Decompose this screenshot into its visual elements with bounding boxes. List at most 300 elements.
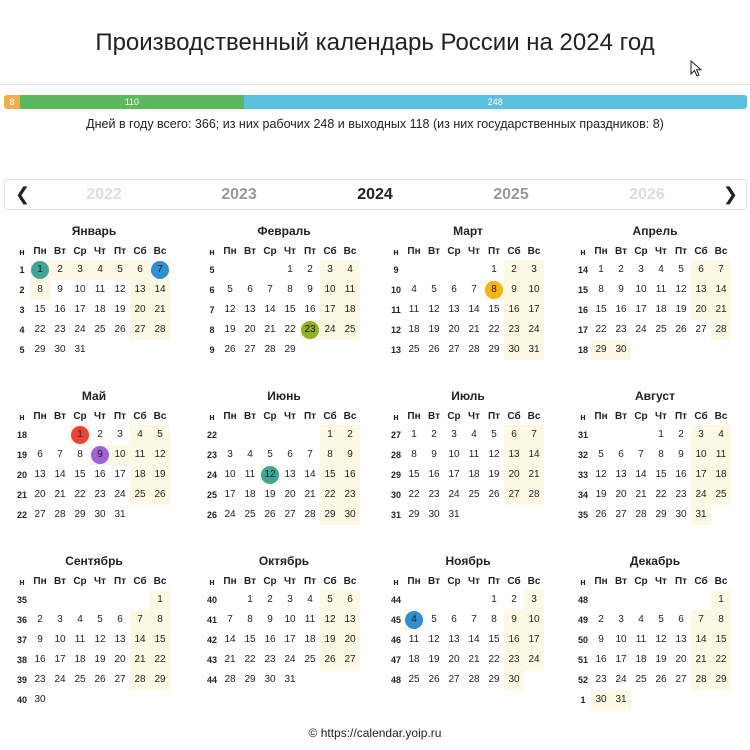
day-off[interactable]: 10 xyxy=(320,280,340,300)
day-off[interactable]: 17 xyxy=(524,300,544,320)
day-off[interactable]: 23 xyxy=(340,485,360,505)
day-off[interactable]: 2 xyxy=(50,260,70,280)
day-cell[interactable]: 4 xyxy=(307,594,313,605)
day-cell[interactable]: 13 xyxy=(114,634,126,645)
day-cell[interactable]: 30 xyxy=(54,344,66,355)
day-off[interactable]: 13 xyxy=(340,610,360,630)
day-cell[interactable]: 15 xyxy=(408,469,420,480)
day-cell[interactable]: 19 xyxy=(224,324,236,335)
day-cell[interactable]: 25 xyxy=(408,344,420,355)
day-cell[interactable]: 27 xyxy=(34,509,46,520)
day-cell[interactable]: 26 xyxy=(224,344,236,355)
day-cell[interactable]: 29 xyxy=(244,674,256,685)
day-cell[interactable]: 19 xyxy=(655,654,667,665)
day-cell[interactable]: 8 xyxy=(247,614,253,625)
day-cell[interactable]: 24 xyxy=(74,324,86,335)
day-off[interactable]: 24 xyxy=(524,650,544,670)
day-cell[interactable]: 20 xyxy=(615,489,627,500)
day-off[interactable]: 4 xyxy=(711,425,731,445)
day-cell[interactable]: 3 xyxy=(638,264,644,275)
day-off[interactable]: 11 xyxy=(340,280,360,300)
day-cell[interactable]: 22 xyxy=(284,324,296,335)
day-cell[interactable]: 15 xyxy=(488,304,500,315)
day-cell[interactable]: 22 xyxy=(595,324,607,335)
day-cell[interactable]: 20 xyxy=(448,654,460,665)
day-cell[interactable]: 5 xyxy=(97,614,103,625)
day-off[interactable]: 2 xyxy=(340,425,360,445)
day-cell[interactable]: 27 xyxy=(284,509,296,520)
day-cell[interactable]: 2 xyxy=(307,264,313,275)
day-cell[interactable]: 6 xyxy=(618,449,624,460)
day-cell[interactable]: 26 xyxy=(428,674,440,685)
day-cell[interactable]: 13 xyxy=(675,634,687,645)
year-link-2022[interactable]: 2022 xyxy=(86,186,122,203)
day-off[interactable]: 21 xyxy=(524,465,544,485)
day-off[interactable]: 10 xyxy=(110,445,130,465)
day-off[interactable]: 5 xyxy=(320,590,340,610)
day-cell[interactable]: 17 xyxy=(615,654,627,665)
day-cell[interactable]: 25 xyxy=(244,509,256,520)
day-cell[interactable]: 26 xyxy=(264,509,276,520)
day-cell[interactable]: 21 xyxy=(264,324,276,335)
day-cell[interactable]: 22 xyxy=(244,654,256,665)
day-cell[interactable]: 9 xyxy=(37,634,43,645)
day-off[interactable]: 1 xyxy=(320,425,340,445)
day-cell[interactable]: 23 xyxy=(34,674,46,685)
day-cell[interactable]: 24 xyxy=(448,489,460,500)
holiday-day[interactable] xyxy=(30,260,50,280)
day-cell[interactable]: 20 xyxy=(448,324,460,335)
day-off[interactable]: 25 xyxy=(340,320,360,340)
day-cell[interactable]: 25 xyxy=(655,324,667,335)
holiday-day[interactable] xyxy=(70,425,90,445)
day-cell[interactable]: 7 xyxy=(267,284,273,295)
day-off[interactable]: 21 xyxy=(150,300,170,320)
day-cell[interactable]: 29 xyxy=(488,674,500,685)
day-cell[interactable]: 17 xyxy=(74,304,86,315)
day-cell[interactable]: 5 xyxy=(431,614,437,625)
day-cell[interactable]: 20 xyxy=(244,324,256,335)
day-cell[interactable]: 21 xyxy=(468,654,480,665)
day-off[interactable]: 24 xyxy=(691,485,711,505)
day-cell[interactable]: 23 xyxy=(595,674,607,685)
day-cell[interactable]: 4 xyxy=(77,614,83,625)
holiday-day[interactable] xyxy=(90,445,110,465)
day-off[interactable]: 21 xyxy=(691,650,711,670)
day-cell[interactable]: 27 xyxy=(114,674,126,685)
day-off[interactable]: 3 xyxy=(524,590,544,610)
day-off[interactable]: 6 xyxy=(504,425,524,445)
day-cell[interactable]: 15 xyxy=(595,304,607,315)
day-cell[interactable]: 27 xyxy=(615,509,627,520)
day-cell[interactable]: 19 xyxy=(264,489,276,500)
day-cell[interactable]: 12 xyxy=(655,634,667,645)
day-off[interactable]: 12 xyxy=(150,445,170,465)
day-off[interactable]: 24 xyxy=(524,320,544,340)
day-cell[interactable]: 21 xyxy=(468,324,480,335)
day-cell[interactable]: 21 xyxy=(224,654,236,665)
day-cell[interactable]: 19 xyxy=(675,304,687,315)
day-cell[interactable]: 10 xyxy=(54,634,66,645)
day-cell[interactable]: 24 xyxy=(635,324,647,335)
day-cell[interactable]: 28 xyxy=(635,509,647,520)
day-off[interactable]: 8 xyxy=(150,610,170,630)
day-off[interactable]: 7 xyxy=(691,610,711,630)
day-cell[interactable]: 16 xyxy=(34,654,46,665)
day-cell[interactable]: 1 xyxy=(411,429,417,440)
day-off[interactable]: 31 xyxy=(524,340,544,360)
day-cell[interactable]: 23 xyxy=(54,324,66,335)
day-cell[interactable]: 8 xyxy=(77,449,83,460)
day-cell[interactable]: 19 xyxy=(114,304,126,315)
day-cell[interactable]: 5 xyxy=(227,284,233,295)
day-cell[interactable]: 23 xyxy=(264,654,276,665)
day-cell[interactable]: 13 xyxy=(34,469,46,480)
day-off[interactable]: 23 xyxy=(504,650,524,670)
day-cell[interactable]: 1 xyxy=(287,264,293,275)
day-cell[interactable]: 26 xyxy=(488,489,500,500)
year-link-2024-current[interactable]: 2024 xyxy=(357,186,393,203)
day-off[interactable]: 20 xyxy=(340,630,360,650)
day-off[interactable]: 5 xyxy=(110,260,130,280)
day-cell[interactable]: 3 xyxy=(618,614,624,625)
day-cell[interactable]: 14 xyxy=(635,469,647,480)
day-cell[interactable]: 25 xyxy=(468,489,480,500)
day-cell[interactable]: 24 xyxy=(54,674,66,685)
day-cell[interactable]: 18 xyxy=(635,654,647,665)
day-cell[interactable]: 24 xyxy=(224,509,236,520)
day-off[interactable]: 18 xyxy=(711,465,731,485)
year-link-2025[interactable]: 2025 xyxy=(493,186,529,203)
day-cell[interactable]: 11 xyxy=(468,449,480,460)
day-cell[interactable]: 7 xyxy=(471,614,477,625)
day-cell[interactable]: 12 xyxy=(224,304,236,315)
day-cell[interactable]: 25 xyxy=(304,654,316,665)
day-cell[interactable]: 31 xyxy=(284,674,296,685)
day-off[interactable]: 5 xyxy=(150,425,170,445)
day-off[interactable]: 15 xyxy=(150,630,170,650)
day-cell[interactable]: 11 xyxy=(244,469,256,480)
day-cell[interactable]: 29 xyxy=(74,509,86,520)
day-off[interactable]: 24 xyxy=(320,320,340,340)
day-cell[interactable]: 28 xyxy=(468,344,480,355)
day-cell[interactable]: 18 xyxy=(304,634,316,645)
day-off[interactable]: 14 xyxy=(711,280,731,300)
day-off[interactable]: 29 xyxy=(711,670,731,690)
day-off[interactable]: 25 xyxy=(711,485,731,505)
day-off[interactable]: 27 xyxy=(504,485,524,505)
day-off[interactable]: 30 xyxy=(340,505,360,525)
day-cell[interactable]: 14 xyxy=(224,634,236,645)
day-off[interactable]: 14 xyxy=(130,630,150,650)
day-cell[interactable]: 6 xyxy=(247,284,253,295)
day-cell[interactable]: 11 xyxy=(304,614,316,625)
day-cell[interactable]: 5 xyxy=(658,614,664,625)
day-cell[interactable]: 30 xyxy=(264,674,276,685)
day-cell[interactable]: 1 xyxy=(491,264,497,275)
day-off[interactable]: 29 xyxy=(150,670,170,690)
day-cell[interactable]: 1 xyxy=(658,429,664,440)
day-cell[interactable]: 22 xyxy=(408,489,420,500)
day-cell[interactable]: 27 xyxy=(244,344,256,355)
day-off[interactable]: 20 xyxy=(691,300,711,320)
day-cell[interactable]: 7 xyxy=(471,284,477,295)
day-cell[interactable]: 1 xyxy=(598,264,604,275)
day-cell[interactable]: 12 xyxy=(488,449,500,460)
day-off[interactable]: 22 xyxy=(711,650,731,670)
day-cell[interactable]: 1 xyxy=(491,594,497,605)
day-cell[interactable]: 20 xyxy=(114,654,126,665)
day-off[interactable]: 26 xyxy=(150,485,170,505)
day-cell[interactable]: 1 xyxy=(247,594,253,605)
day-cell[interactable]: 12 xyxy=(428,304,440,315)
day-off[interactable]: 4 xyxy=(130,425,150,445)
day-off[interactable]: 14 xyxy=(524,445,544,465)
day-cell[interactable]: 26 xyxy=(94,674,106,685)
day-off[interactable]: 28 xyxy=(691,670,711,690)
day-cell[interactable]: 27 xyxy=(448,344,460,355)
day-cell[interactable]: 3 xyxy=(287,594,293,605)
day-cell[interactable]: 10 xyxy=(284,614,296,625)
day-cell[interactable]: 18 xyxy=(408,324,420,335)
day-cell[interactable]: 5 xyxy=(431,284,437,295)
day-cell[interactable]: 19 xyxy=(488,469,500,480)
day-cell[interactable]: 10 xyxy=(615,634,627,645)
day-off[interactable]: 17 xyxy=(524,630,544,650)
day-cell[interactable]: 31 xyxy=(74,344,86,355)
day-cell[interactable]: 10 xyxy=(448,449,460,460)
day-off[interactable]: 29 xyxy=(320,505,340,525)
day-cell[interactable]: 17 xyxy=(284,634,296,645)
day-off[interactable]: 8 xyxy=(320,445,340,465)
day-cell[interactable]: 12 xyxy=(675,284,687,295)
year-link-2026[interactable]: 2026 xyxy=(629,186,665,203)
day-off[interactable]: 27 xyxy=(130,320,150,340)
day-off[interactable]: 10 xyxy=(524,280,544,300)
day-cell[interactable]: 5 xyxy=(598,449,604,460)
day-cell[interactable]: 16 xyxy=(264,634,276,645)
day-off[interactable]: 8 xyxy=(30,280,50,300)
day-off[interactable]: 14 xyxy=(691,630,711,650)
day-cell[interactable]: 23 xyxy=(428,489,440,500)
day-cell[interactable]: 14 xyxy=(468,304,480,315)
day-cell[interactable]: 11 xyxy=(408,634,420,645)
day-off[interactable]: 9 xyxy=(504,280,524,300)
day-off[interactable]: 15 xyxy=(320,465,340,485)
day-off[interactable]: 3 xyxy=(524,260,544,280)
day-cell[interactable]: 13 xyxy=(448,304,460,315)
day-cell[interactable]: 26 xyxy=(595,509,607,520)
day-cell[interactable]: 5 xyxy=(267,449,273,460)
day-cell[interactable]: 20 xyxy=(284,489,296,500)
day-off[interactable]: 4 xyxy=(90,260,110,280)
day-cell[interactable]: 22 xyxy=(74,489,86,500)
day-cell[interactable]: 5 xyxy=(678,264,684,275)
day-cell[interactable]: 13 xyxy=(284,469,296,480)
day-cell[interactable]: 13 xyxy=(448,634,460,645)
day-cell[interactable]: 8 xyxy=(411,449,417,460)
day-cell[interactable]: 2 xyxy=(97,429,103,440)
day-cell[interactable]: 28 xyxy=(264,344,276,355)
day-cell[interactable]: 11 xyxy=(94,284,106,295)
day-cell[interactable]: 4 xyxy=(638,614,644,625)
day-cell[interactable]: 11 xyxy=(74,634,86,645)
day-cell[interactable]: 4 xyxy=(411,284,417,295)
day-off[interactable]: 20 xyxy=(130,300,150,320)
day-cell[interactable]: 31 xyxy=(448,509,460,520)
day-cell[interactable]: 9 xyxy=(678,449,684,460)
day-off[interactable]: 10 xyxy=(691,445,711,465)
day-cell[interactable]: 16 xyxy=(54,304,66,315)
day-off[interactable]: 9 xyxy=(340,445,360,465)
day-cell[interactable]: 24 xyxy=(114,489,126,500)
day-cell[interactable]: 16 xyxy=(304,304,316,315)
day-cell[interactable]: 3 xyxy=(227,449,233,460)
day-cell[interactable]: 29 xyxy=(408,509,420,520)
day-cell[interactable]: 21 xyxy=(635,489,647,500)
day-cell[interactable]: 22 xyxy=(488,324,500,335)
day-off[interactable]: 6 xyxy=(691,260,711,280)
day-cell[interactable]: 9 xyxy=(57,284,63,295)
day-off[interactable]: 30 xyxy=(504,340,524,360)
day-off[interactable]: 18 xyxy=(130,465,150,485)
day-cell[interactable]: 3 xyxy=(117,429,123,440)
day-cell[interactable]: 7 xyxy=(638,449,644,460)
day-cell[interactable]: 17 xyxy=(54,654,66,665)
day-cell[interactable]: 16 xyxy=(595,654,607,665)
day-cell[interactable]: 6 xyxy=(451,614,457,625)
holiday-day[interactable] xyxy=(260,465,280,485)
day-cell[interactable]: 19 xyxy=(94,654,106,665)
day-cell[interactable]: 26 xyxy=(675,324,687,335)
day-cell[interactable]: 29 xyxy=(488,344,500,355)
day-cell[interactable]: 6 xyxy=(287,449,293,460)
day-cell[interactable]: 9 xyxy=(267,614,273,625)
day-cell[interactable]: 8 xyxy=(658,449,664,460)
day-off[interactable]: 11 xyxy=(130,445,150,465)
day-cell[interactable]: 12 xyxy=(114,284,126,295)
day-off[interactable]: 1 xyxy=(150,590,170,610)
day-off[interactable]: 21 xyxy=(711,300,731,320)
day-cell[interactable]: 16 xyxy=(428,469,440,480)
holiday-day[interactable] xyxy=(300,320,320,340)
day-cell[interactable]: 28 xyxy=(304,509,316,520)
day-cell[interactable]: 24 xyxy=(615,674,627,685)
day-cell[interactable]: 28 xyxy=(468,674,480,685)
day-off[interactable]: 2 xyxy=(504,260,524,280)
day-cell[interactable]: 2 xyxy=(678,429,684,440)
day-cell[interactable]: 14 xyxy=(304,469,316,480)
day-off[interactable]: 31 xyxy=(611,690,631,710)
day-cell[interactable]: 26 xyxy=(655,674,667,685)
day-off[interactable]: 17 xyxy=(320,300,340,320)
day-off[interactable]: 10 xyxy=(524,610,544,630)
day-off[interactable]: 19 xyxy=(150,465,170,485)
day-cell[interactable]: 18 xyxy=(244,489,256,500)
day-cell[interactable]: 31 xyxy=(114,509,126,520)
day-cell[interactable]: 18 xyxy=(408,654,420,665)
day-cell[interactable]: 26 xyxy=(114,324,126,335)
day-off[interactable]: 12 xyxy=(320,610,340,630)
day-cell[interactable]: 21 xyxy=(54,489,66,500)
day-cell[interactable]: 5 xyxy=(491,429,497,440)
day-cell[interactable]: 10 xyxy=(74,284,86,295)
day-cell[interactable]: 15 xyxy=(488,634,500,645)
day-cell[interactable]: 15 xyxy=(34,304,46,315)
day-off[interactable]: 27 xyxy=(340,650,360,670)
day-cell[interactable]: 25 xyxy=(408,674,420,685)
day-cell[interactable]: 8 xyxy=(598,284,604,295)
day-cell[interactable]: 6 xyxy=(678,614,684,625)
day-cell[interactable]: 26 xyxy=(428,344,440,355)
day-off[interactable]: 16 xyxy=(340,465,360,485)
day-cell[interactable]: 27 xyxy=(675,674,687,685)
day-cell[interactable]: 19 xyxy=(428,654,440,665)
day-cell[interactable]: 25 xyxy=(94,324,106,335)
day-cell[interactable]: 18 xyxy=(468,469,480,480)
day-cell[interactable]: 20 xyxy=(675,654,687,665)
day-cell[interactable]: 15 xyxy=(74,469,86,480)
day-off[interactable]: 30 xyxy=(504,670,524,690)
day-off[interactable]: 28 xyxy=(711,320,731,340)
holiday-day[interactable] xyxy=(404,610,424,630)
day-off[interactable]: 3 xyxy=(691,425,711,445)
day-cell[interactable]: 2 xyxy=(431,429,437,440)
day-cell[interactable]: 10 xyxy=(224,469,236,480)
day-off[interactable]: 7 xyxy=(524,425,544,445)
day-cell[interactable]: 7 xyxy=(307,449,313,460)
day-cell[interactable]: 11 xyxy=(635,634,647,645)
day-off[interactable]: 22 xyxy=(320,485,340,505)
day-cell[interactable]: 19 xyxy=(428,324,440,335)
day-cell[interactable]: 30 xyxy=(428,509,440,520)
day-cell[interactable]: 2 xyxy=(267,594,273,605)
day-cell[interactable]: 16 xyxy=(615,304,627,315)
day-cell[interactable]: 18 xyxy=(74,654,86,665)
day-cell[interactable]: 4 xyxy=(247,449,253,460)
day-cell[interactable]: 22 xyxy=(488,654,500,665)
day-cell[interactable]: 16 xyxy=(94,469,106,480)
day-off[interactable]: 18 xyxy=(340,300,360,320)
day-cell[interactable]: 2 xyxy=(37,614,43,625)
chevron-left-icon[interactable]: ❮ xyxy=(15,184,31,204)
day-cell[interactable]: 30 xyxy=(34,694,46,705)
day-cell[interactable]: 3 xyxy=(57,614,63,625)
day-off[interactable]: 13 xyxy=(691,280,711,300)
day-cell[interactable]: 9 xyxy=(618,284,624,295)
day-off[interactable]: 23 xyxy=(504,320,524,340)
day-off[interactable]: 3 xyxy=(70,260,90,280)
day-off[interactable]: 21 xyxy=(130,650,150,670)
day-off[interactable]: 6 xyxy=(130,260,150,280)
day-cell[interactable]: 30 xyxy=(675,509,687,520)
day-cell[interactable]: 27 xyxy=(448,674,460,685)
year-link-2023[interactable]: 2023 xyxy=(221,186,257,203)
day-cell[interactable]: 21 xyxy=(304,489,316,500)
day-off[interactable]: 16 xyxy=(504,300,524,320)
day-cell[interactable]: 4 xyxy=(471,429,477,440)
chevron-right-icon[interactable]: ❯ xyxy=(722,184,738,204)
day-cell[interactable]: 9 xyxy=(307,284,313,295)
day-cell[interactable]: 29 xyxy=(655,509,667,520)
day-cell[interactable]: 14 xyxy=(54,469,66,480)
day-off[interactable]: 15 xyxy=(711,630,731,650)
day-off[interactable]: 7 xyxy=(130,610,150,630)
day-off[interactable]: 1 xyxy=(711,590,731,610)
day-cell[interactable]: 15 xyxy=(244,634,256,645)
day-off[interactable]: 25 xyxy=(130,485,150,505)
day-off[interactable]: 6 xyxy=(340,590,360,610)
